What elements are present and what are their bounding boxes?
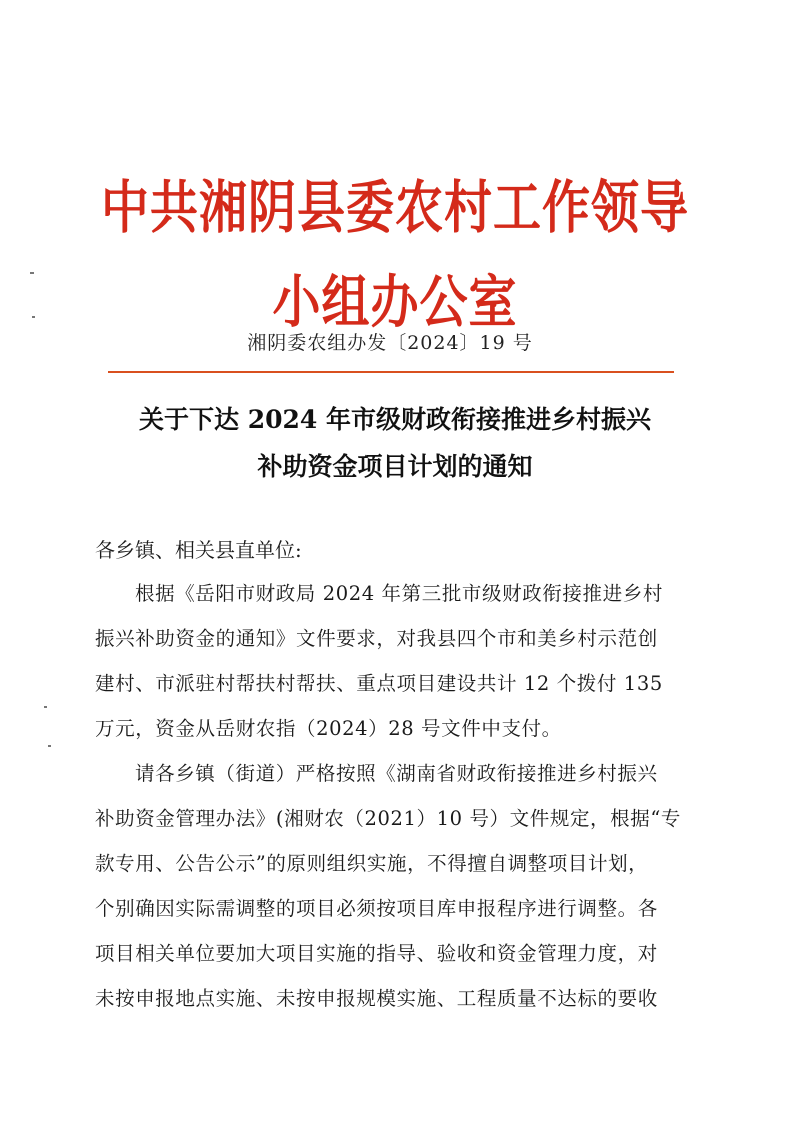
body-line: 个别确因实际需调整的项目必须按项目库申报程序进行调整。各 [95,897,658,920]
body-line: 建村、市派驻村帮扶村帮扶、重点项目建设共计 12 个拨付 135 [95,672,663,695]
scan-speck [32,316,35,318]
scan-speck [30,272,34,274]
body-line: 未按申报地点实施、未按申报规模实施、工程质量不达标的要收 [95,987,658,1010]
body-line: 根据《岳阳市财政局 2024 年第三批市级财政衔接推进乡村 [135,582,663,605]
body-line: 请各乡镇（街道）严格按照《湖南省财政衔接推进乡村振兴 [135,762,658,785]
body-line: 项目相关单位要加大项目实施的指导、验收和资金管理力度，对 [95,942,658,965]
issuing-organization-header: 中共湘阴县委农村工作领导小组办公室 [100,174,689,336]
body-line: 款专用、公告公示”的原则组织实施，不得擅自调整项目计划， [95,852,649,875]
salutation: 各乡镇、相关县直单位: [95,538,302,562]
body-line: 万元，资金从岳财农指（2024）28 号文件中支付。 [95,717,562,740]
scan-speck [48,745,51,747]
header-divider-line [108,371,674,373]
body-line: 补助资金管理办法》(湘财农（2021）10 号）文件规定，根据“专 [95,807,682,830]
document-number: 湘阴委农组办发〔2024〕19 号 [247,332,533,354]
document-title-line-1: 关于下达 2024 年市级财政衔接推进乡村振兴 [139,405,651,434]
body-line: 振兴补助资金的通知》文件要求，对我县四个市和美乡村示范创 [95,627,658,650]
document-title-line-2: 补助资金项目计划的通知 [257,452,533,481]
scan-speck [44,706,47,708]
